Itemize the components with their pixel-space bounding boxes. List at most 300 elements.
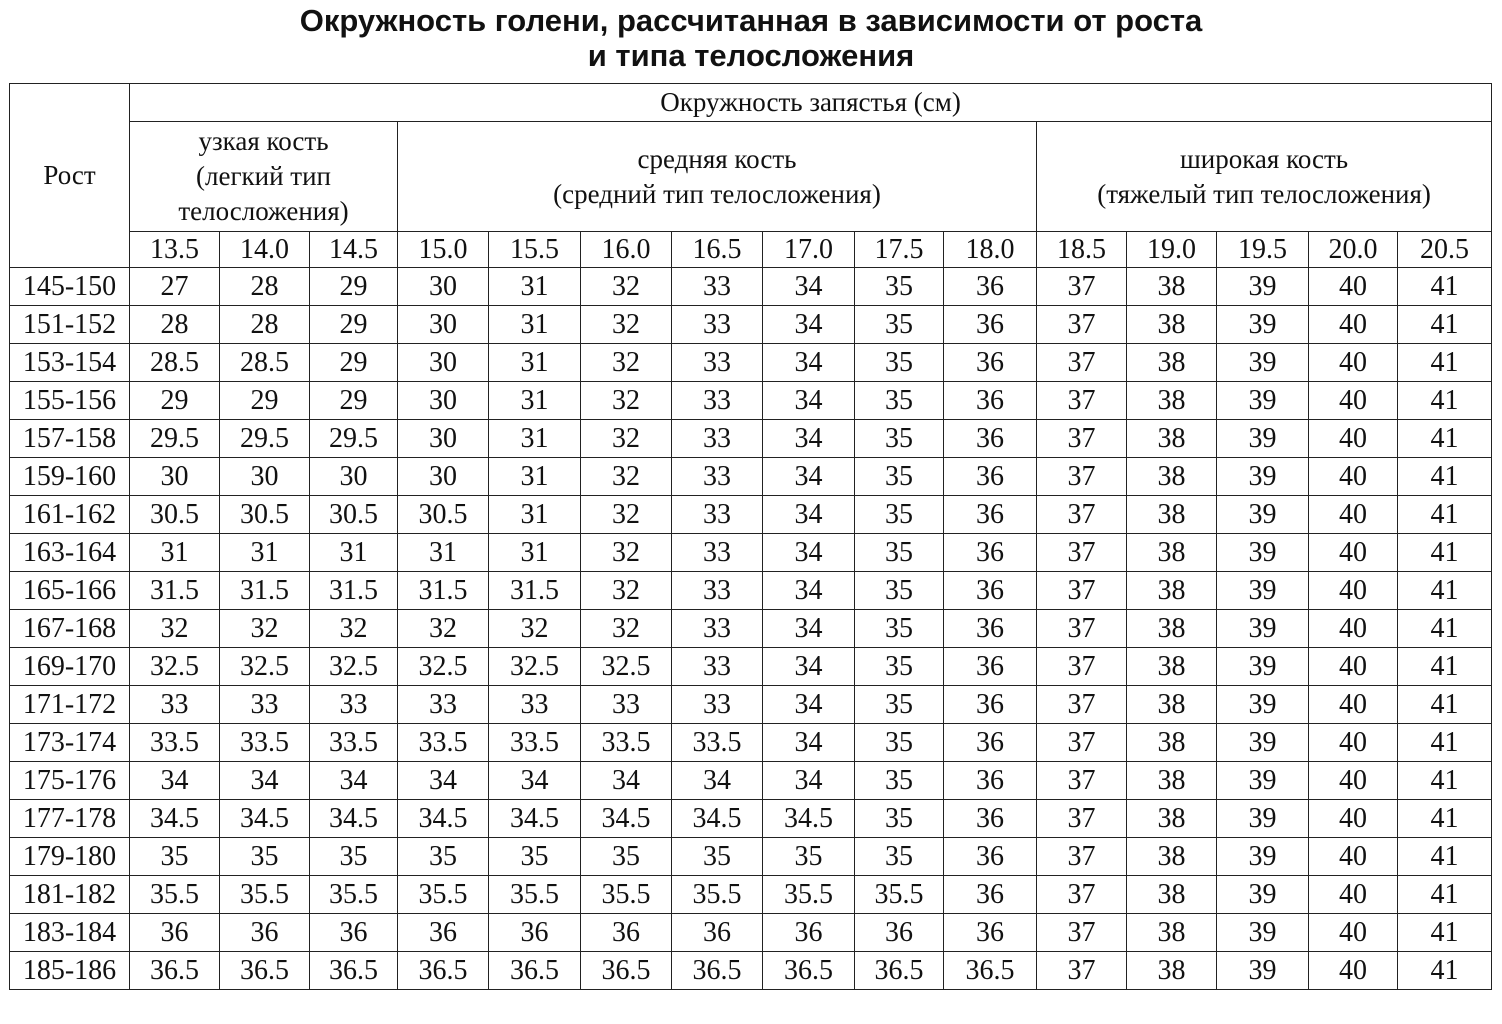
height-range-cell: 173-174 — [10, 724, 130, 762]
calf-value-cell: 30 — [398, 344, 489, 382]
calf-value-cell: 35 — [855, 572, 944, 610]
calf-value-cell: 41 — [1398, 344, 1492, 382]
calf-value-cell: 40 — [1309, 724, 1398, 762]
calf-value-cell: 34 — [763, 648, 855, 686]
calf-value-cell: 39 — [1217, 876, 1309, 914]
calf-value-cell: 33 — [672, 534, 763, 572]
calf-value-cell: 29 — [130, 382, 220, 420]
title-line-2: и типа телосложения — [587, 38, 915, 73]
calf-value-cell: 31 — [220, 534, 310, 572]
calf-value-cell: 36 — [944, 572, 1037, 610]
calf-value-cell: 35.5 — [398, 876, 489, 914]
calf-value-cell: 37 — [1037, 534, 1127, 572]
wrist-values-row — [10, 232, 1492, 268]
calf-value-cell: 30.5 — [310, 496, 398, 534]
calf-value-cell: 39 — [1217, 306, 1309, 344]
calf-circumference-table — [9, 83, 1492, 990]
calf-value-cell: 36 — [944, 648, 1037, 686]
table-row — [10, 838, 1492, 876]
calf-value-cell: 39 — [1217, 458, 1309, 496]
calf-value-cell: 35 — [855, 610, 944, 648]
calf-value-cell: 31 — [489, 382, 581, 420]
calf-value-cell: 37 — [1037, 648, 1127, 686]
calf-value-cell: 32 — [581, 534, 672, 572]
calf-value-cell: 38 — [1127, 724, 1217, 762]
calf-value-cell: 35 — [855, 800, 944, 838]
calf-value-cell: 33 — [672, 496, 763, 534]
table-row — [10, 914, 1492, 952]
calf-value-cell: 31.5 — [220, 572, 310, 610]
table-row — [10, 496, 1492, 534]
calf-value-cell: 30 — [398, 306, 489, 344]
calf-value-cell: 34.5 — [398, 800, 489, 838]
calf-value-cell: 34.5 — [220, 800, 310, 838]
calf-value-cell: 28.5 — [220, 344, 310, 382]
wrist-value-header: 17.0 — [763, 232, 855, 268]
calf-value-cell: 38 — [1127, 458, 1217, 496]
calf-value-cell: 32.5 — [310, 648, 398, 686]
calf-value-cell: 41 — [1398, 268, 1492, 306]
calf-value-cell: 34 — [763, 420, 855, 458]
calf-value-cell: 30 — [310, 458, 398, 496]
calf-value-cell: 36.5 — [581, 952, 672, 990]
calf-value-cell: 34 — [763, 268, 855, 306]
calf-value-cell: 39 — [1217, 496, 1309, 534]
calf-value-cell: 41 — [1398, 534, 1492, 572]
calf-value-cell: 32.5 — [489, 648, 581, 686]
calf-value-cell: 36 — [944, 610, 1037, 648]
calf-value-cell: 31 — [489, 420, 581, 458]
height-range-cell: 155-156 — [10, 382, 130, 420]
calf-value-cell: 40 — [1309, 534, 1398, 572]
calf-value-cell: 31.5 — [310, 572, 398, 610]
calf-value-cell: 37 — [1037, 420, 1127, 458]
wrist-value-header: 14.5 — [310, 232, 398, 268]
calf-value-cell: 33 — [672, 306, 763, 344]
calf-value-cell: 28.5 — [130, 344, 220, 382]
height-range-cell: 161-162 — [10, 496, 130, 534]
calf-value-cell: 41 — [1398, 648, 1492, 686]
calf-value-cell: 38 — [1127, 496, 1217, 534]
calf-value-cell: 35 — [855, 686, 944, 724]
calf-value-cell: 33.5 — [130, 724, 220, 762]
calf-value-cell: 36 — [944, 382, 1037, 420]
calf-value-cell: 36 — [944, 534, 1037, 572]
calf-value-cell: 32 — [581, 496, 672, 534]
calf-value-cell: 40 — [1309, 838, 1398, 876]
calf-value-cell: 33.5 — [672, 724, 763, 762]
calf-value-cell: 34 — [130, 762, 220, 800]
calf-value-cell: 37 — [1037, 458, 1127, 496]
calf-value-cell: 40 — [1309, 952, 1398, 990]
calf-value-cell: 35 — [855, 648, 944, 686]
wrist-value-header: 15.0 — [398, 232, 489, 268]
calf-value-cell: 29 — [310, 344, 398, 382]
calf-value-cell: 41 — [1398, 876, 1492, 914]
calf-value-cell: 34 — [581, 762, 672, 800]
calf-value-cell: 32 — [398, 610, 489, 648]
calf-value-cell: 35 — [855, 458, 944, 496]
calf-value-cell: 38 — [1127, 952, 1217, 990]
table-row — [10, 648, 1492, 686]
calf-value-cell: 35 — [220, 838, 310, 876]
calf-value-cell: 33 — [130, 686, 220, 724]
calf-value-cell: 31 — [130, 534, 220, 572]
table-row — [10, 458, 1492, 496]
calf-value-cell: 39 — [1217, 268, 1309, 306]
calf-value-cell: 31 — [489, 534, 581, 572]
calf-value-cell: 38 — [1127, 534, 1217, 572]
height-range-cell: 177-178 — [10, 800, 130, 838]
height-range-cell: 175-176 — [10, 762, 130, 800]
calf-value-cell: 33.5 — [310, 724, 398, 762]
calf-value-cell: 37 — [1037, 686, 1127, 724]
calf-value-cell: 31 — [310, 534, 398, 572]
wrist-value-header: 18.5 — [1037, 232, 1127, 268]
wrist-value-header: 19.5 — [1217, 232, 1309, 268]
group-header-medium-bone — [398, 122, 1037, 232]
calf-value-cell: 36 — [944, 914, 1037, 952]
calf-value-cell: 41 — [1398, 306, 1492, 344]
group-wide-line-1: широкая кость — [1179, 143, 1349, 174]
calf-value-cell: 38 — [1127, 876, 1217, 914]
calf-value-cell: 37 — [1037, 762, 1127, 800]
calf-value-cell: 41 — [1398, 610, 1492, 648]
calf-value-cell: 33 — [672, 648, 763, 686]
height-range-cell: 165-166 — [10, 572, 130, 610]
calf-value-cell: 36 — [944, 762, 1037, 800]
calf-value-cell: 32 — [581, 344, 672, 382]
calf-value-cell: 32.5 — [130, 648, 220, 686]
calf-value-cell: 29.5 — [310, 420, 398, 458]
calf-value-cell: 36.5 — [398, 952, 489, 990]
calf-value-cell: 35 — [855, 496, 944, 534]
calf-value-cell: 30 — [398, 458, 489, 496]
table-row — [10, 534, 1492, 572]
calf-value-cell: 37 — [1037, 572, 1127, 610]
calf-value-cell: 35.5 — [130, 876, 220, 914]
calf-value-cell: 38 — [1127, 838, 1217, 876]
calf-value-cell: 39 — [1217, 610, 1309, 648]
calf-value-cell: 32 — [130, 610, 220, 648]
height-range-cell: 181-182 — [10, 876, 130, 914]
calf-value-cell: 40 — [1309, 572, 1398, 610]
calf-value-cell: 40 — [1309, 762, 1398, 800]
calf-value-cell: 40 — [1309, 610, 1398, 648]
calf-value-cell: 31 — [398, 534, 489, 572]
height-column-header: Рост — [10, 84, 130, 268]
calf-value-cell: 32 — [310, 610, 398, 648]
table-row — [10, 306, 1492, 344]
table-row — [10, 382, 1492, 420]
calf-value-cell: 34 — [763, 686, 855, 724]
calf-value-cell: 39 — [1217, 686, 1309, 724]
calf-value-cell: 35 — [310, 838, 398, 876]
wrist-value-header: 19.0 — [1127, 232, 1217, 268]
calf-value-cell: 32.5 — [220, 648, 310, 686]
calf-value-cell: 34 — [489, 762, 581, 800]
calf-value-cell: 39 — [1217, 420, 1309, 458]
calf-value-cell: 34 — [763, 534, 855, 572]
calf-value-cell: 35 — [855, 420, 944, 458]
wrist-value-header: 15.5 — [489, 232, 581, 268]
calf-value-cell: 36 — [944, 458, 1037, 496]
calf-value-cell: 37 — [1037, 838, 1127, 876]
calf-value-cell: 35.5 — [489, 876, 581, 914]
calf-value-cell: 36 — [130, 914, 220, 952]
calf-value-cell: 36 — [398, 914, 489, 952]
calf-value-cell: 33 — [672, 382, 763, 420]
calf-value-cell: 35.5 — [672, 876, 763, 914]
calf-value-cell: 37 — [1037, 952, 1127, 990]
calf-value-cell: 37 — [1037, 876, 1127, 914]
calf-value-cell: 31 — [489, 344, 581, 382]
calf-value-cell: 33 — [398, 686, 489, 724]
calf-value-cell: 39 — [1217, 572, 1309, 610]
height-range-cell: 163-164 — [10, 534, 130, 572]
table-row — [10, 876, 1492, 914]
calf-value-cell: 33.5 — [398, 724, 489, 762]
calf-value-cell: 34 — [763, 306, 855, 344]
calf-value-cell: 34 — [763, 344, 855, 382]
wrist-value-header: 18.0 — [944, 232, 1037, 268]
calf-value-cell: 27 — [130, 268, 220, 306]
calf-value-cell: 40 — [1309, 382, 1398, 420]
calf-value-cell: 34 — [763, 572, 855, 610]
calf-value-cell: 36 — [310, 914, 398, 952]
calf-value-cell: 36.5 — [310, 952, 398, 990]
title-line-1: Окружность голени, рассчитанная в зависимости от роста — [299, 3, 1203, 38]
calf-value-cell: 35 — [855, 268, 944, 306]
calf-value-cell: 29 — [310, 306, 398, 344]
calf-value-cell: 38 — [1127, 914, 1217, 952]
calf-value-cell: 36 — [944, 838, 1037, 876]
calf-value-cell: 36 — [944, 306, 1037, 344]
calf-value-cell: 30.5 — [398, 496, 489, 534]
calf-value-cell: 30 — [130, 458, 220, 496]
table-body — [10, 268, 1492, 990]
height-range-cell: 157-158 — [10, 420, 130, 458]
calf-value-cell: 36 — [220, 914, 310, 952]
calf-value-cell: 35 — [855, 838, 944, 876]
calf-value-cell: 34 — [310, 762, 398, 800]
calf-value-cell: 36 — [944, 268, 1037, 306]
calf-value-cell: 33.5 — [581, 724, 672, 762]
calf-value-cell: 36 — [944, 686, 1037, 724]
calf-value-cell: 32 — [581, 572, 672, 610]
calf-value-cell: 32.5 — [398, 648, 489, 686]
calf-value-cell: 28 — [220, 306, 310, 344]
calf-value-cell: 34.5 — [672, 800, 763, 838]
calf-value-cell: 34 — [763, 724, 855, 762]
table-row — [10, 952, 1492, 990]
calf-value-cell: 35 — [855, 306, 944, 344]
table-row — [10, 762, 1492, 800]
calf-value-cell: 36 — [489, 914, 581, 952]
calf-value-cell: 38 — [1127, 344, 1217, 382]
calf-value-cell: 41 — [1398, 762, 1492, 800]
calf-value-cell: 38 — [1127, 382, 1217, 420]
calf-value-cell: 32 — [220, 610, 310, 648]
calf-value-cell: 35 — [581, 838, 672, 876]
calf-value-cell: 32 — [581, 458, 672, 496]
calf-value-cell: 33 — [672, 420, 763, 458]
group-header-wide-bone — [1037, 122, 1492, 232]
calf-value-cell: 35 — [855, 724, 944, 762]
height-range-cell: 151-152 — [10, 306, 130, 344]
calf-value-cell: 33 — [672, 458, 763, 496]
height-range-cell: 167-168 — [10, 610, 130, 648]
calf-value-cell: 33 — [672, 268, 763, 306]
calf-value-cell: 39 — [1217, 724, 1309, 762]
calf-value-cell: 41 — [1398, 420, 1492, 458]
table-row — [10, 724, 1492, 762]
height-range-cell: 145-150 — [10, 268, 130, 306]
calf-value-cell: 36 — [855, 914, 944, 952]
calf-value-cell: 35 — [763, 838, 855, 876]
table-row — [10, 610, 1492, 648]
calf-value-cell: 35 — [855, 344, 944, 382]
calf-value-cell: 31 — [489, 306, 581, 344]
height-range-cell: 171-172 — [10, 686, 130, 724]
calf-value-cell: 41 — [1398, 458, 1492, 496]
calf-value-cell: 33 — [489, 686, 581, 724]
calf-value-cell: 30 — [398, 268, 489, 306]
calf-value-cell: 36 — [944, 344, 1037, 382]
calf-value-cell: 39 — [1217, 762, 1309, 800]
calf-value-cell: 35 — [398, 838, 489, 876]
calf-value-cell: 36.5 — [855, 952, 944, 990]
calf-value-cell: 33.5 — [220, 724, 310, 762]
calf-value-cell: 32.5 — [581, 648, 672, 686]
table-row — [10, 572, 1492, 610]
calf-value-cell: 39 — [1217, 800, 1309, 838]
calf-value-cell: 34 — [398, 762, 489, 800]
wrist-value-header: 13.5 — [130, 232, 220, 268]
calf-value-cell: 34 — [763, 458, 855, 496]
calf-value-cell: 29 — [310, 382, 398, 420]
calf-value-cell: 35 — [855, 762, 944, 800]
calf-value-cell: 36 — [581, 914, 672, 952]
calf-value-cell: 41 — [1398, 572, 1492, 610]
group-narrow-line-1: узкая кость — [198, 126, 329, 156]
calf-value-cell: 28 — [130, 306, 220, 344]
calf-value-cell: 41 — [1398, 800, 1492, 838]
height-range-cell: 159-160 — [10, 458, 130, 496]
calf-value-cell: 34.5 — [581, 800, 672, 838]
calf-value-cell: 36.5 — [220, 952, 310, 990]
calf-value-cell: 34 — [220, 762, 310, 800]
calf-value-cell: 29 — [220, 382, 310, 420]
calf-value-cell: 38 — [1127, 420, 1217, 458]
calf-value-cell: 37 — [1037, 382, 1127, 420]
calf-value-cell: 37 — [1037, 268, 1127, 306]
wrist-value-header: 14.0 — [220, 232, 310, 268]
calf-value-cell: 30 — [220, 458, 310, 496]
calf-value-cell: 34 — [763, 382, 855, 420]
wrist-value-header: 20.5 — [1398, 232, 1492, 268]
calf-value-cell: 33 — [672, 572, 763, 610]
calf-value-cell: 38 — [1127, 610, 1217, 648]
group-narrow-line-2: (легкий тип — [196, 161, 331, 191]
calf-value-cell: 39 — [1217, 382, 1309, 420]
height-range-cell: 183-184 — [10, 914, 130, 952]
calf-value-cell: 29.5 — [220, 420, 310, 458]
group-header-narrow-bone — [130, 122, 398, 232]
calf-value-cell: 40 — [1309, 914, 1398, 952]
table-row — [10, 800, 1492, 838]
calf-value-cell: 37 — [1037, 496, 1127, 534]
calf-value-cell: 31 — [489, 496, 581, 534]
calf-value-cell: 34.5 — [763, 800, 855, 838]
calf-value-cell: 37 — [1037, 306, 1127, 344]
calf-value-cell: 36 — [944, 800, 1037, 838]
height-range-cell: 153-154 — [10, 344, 130, 382]
calf-value-cell: 40 — [1309, 268, 1398, 306]
calf-value-cell: 34.5 — [310, 800, 398, 838]
calf-value-cell: 36 — [672, 914, 763, 952]
calf-value-cell: 41 — [1398, 686, 1492, 724]
calf-value-cell: 36 — [763, 914, 855, 952]
calf-value-cell: 34.5 — [130, 800, 220, 838]
calf-value-cell: 35 — [855, 534, 944, 572]
calf-value-cell: 30 — [398, 420, 489, 458]
calf-value-cell: 36.5 — [130, 952, 220, 990]
calf-value-cell: 37 — [1037, 724, 1127, 762]
table-row — [10, 344, 1492, 382]
calf-value-cell: 40 — [1309, 458, 1398, 496]
calf-value-cell: 38 — [1127, 762, 1217, 800]
calf-value-cell: 32 — [489, 610, 581, 648]
calf-value-cell: 35.5 — [581, 876, 672, 914]
calf-value-cell: 39 — [1217, 952, 1309, 990]
calf-value-cell: 41 — [1398, 838, 1492, 876]
calf-value-cell: 33 — [672, 610, 763, 648]
calf-value-cell: 40 — [1309, 306, 1398, 344]
table-row — [10, 686, 1492, 724]
calf-value-cell: 34 — [763, 762, 855, 800]
calf-value-cell: 39 — [1217, 914, 1309, 952]
calf-value-cell: 37 — [1037, 344, 1127, 382]
calf-value-cell: 40 — [1309, 496, 1398, 534]
wrist-value-header: 17.5 — [855, 232, 944, 268]
table-row — [10, 420, 1492, 458]
calf-value-cell: 31.5 — [489, 572, 581, 610]
calf-value-cell: 40 — [1309, 876, 1398, 914]
calf-value-cell: 40 — [1309, 344, 1398, 382]
calf-value-cell: 35.5 — [763, 876, 855, 914]
height-range-cell: 185-186 — [10, 952, 130, 990]
calf-value-cell: 37 — [1037, 800, 1127, 838]
calf-value-cell: 33 — [581, 686, 672, 724]
height-range-cell: 179-180 — [10, 838, 130, 876]
calf-value-cell: 32 — [581, 268, 672, 306]
calf-value-cell: 33.5 — [489, 724, 581, 762]
wrist-circumference-header: Окружность запястья (см) — [130, 84, 1492, 122]
calf-value-cell: 38 — [1127, 800, 1217, 838]
calf-value-cell: 32 — [581, 610, 672, 648]
calf-value-cell: 29 — [310, 268, 398, 306]
calf-value-cell: 39 — [1217, 534, 1309, 572]
calf-value-cell: 40 — [1309, 800, 1398, 838]
calf-value-cell: 30.5 — [130, 496, 220, 534]
page-title — [0, 0, 1502, 73]
group-wide-line-2: (тяжелый тип телосложения) — [1097, 178, 1431, 209]
calf-value-cell: 37 — [1037, 914, 1127, 952]
table-row — [10, 268, 1492, 306]
height-range-cell: 169-170 — [10, 648, 130, 686]
calf-value-cell: 34 — [763, 610, 855, 648]
